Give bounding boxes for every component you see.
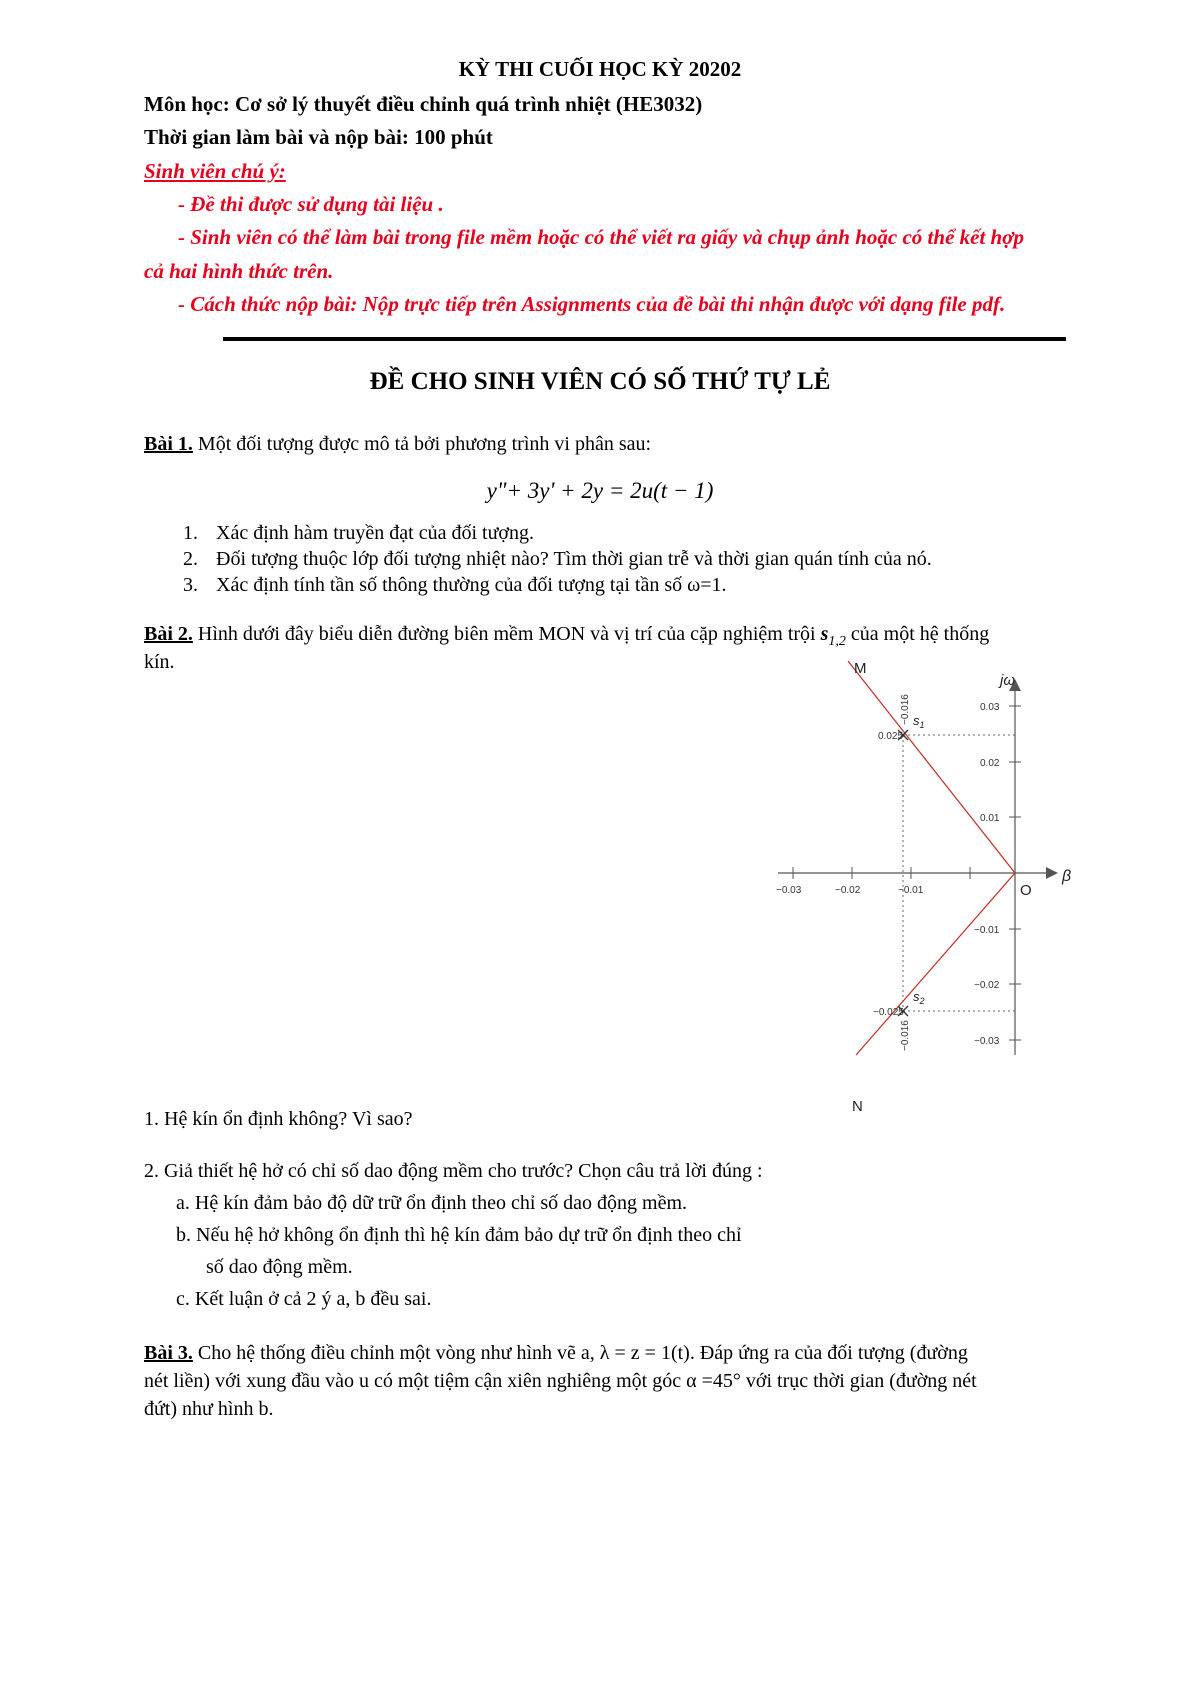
s2-re-label: −0.016: [900, 1020, 911, 1051]
axis-x-label: β: [1062, 868, 1072, 885]
y-tick-1: 0.03: [980, 702, 1000, 713]
time-line: Thời gian làm bài và nộp bài: 100 phút: [144, 125, 493, 149]
s1-label: $s_1$: [913, 713, 925, 730]
bai2-line1-b: của một hệ thống: [845, 623, 990, 645]
root-sub: 1,2: [828, 634, 846, 649]
boundary-ON: [856, 873, 1015, 1055]
axis-y-label: jω: [1000, 672, 1016, 689]
label-O: O: [1020, 882, 1032, 899]
y-tick-4: −0.01: [974, 925, 1000, 936]
bai2-q2: 2. Giả thiết hệ hở có chỉ số dao động mềm cho trước? Chọn câu trả lời đúng :: [144, 1160, 763, 1182]
label-N: N: [852, 1098, 863, 1115]
bai1-equation: y"+ 3y' + 2y = 2u(t − 1): [486, 478, 714, 503]
s2-label: $s_2$: [913, 989, 925, 1006]
bai3-line2: nét liền) với xung đầu vào u có một tiệm cận xiên nghiêng một góc α =45° với trục thời gian (đường nét: [144, 1370, 977, 1392]
exam-title: KỲ THI CUỐI HỌC KỲ 20202: [458, 57, 742, 81]
bai2-line2: kín.: [144, 651, 175, 673]
bai1-q3-num: 3.: [183, 574, 198, 596]
bai2-label: Bài 2.: [144, 623, 193, 645]
bai3-line1-text: Cho hệ thống điều chỉnh một vòng như hình vẽ a, λ = z = 1(t). Đáp ứng ra của đối tượng (đường: [192, 1342, 968, 1364]
y-tick-5: −0.02: [974, 980, 1000, 991]
s1-im-label: 0.025: [878, 731, 904, 742]
bai1-q1-text: Xác định hàm truyền đạt của đối tượng.: [216, 522, 534, 544]
notice-item-3: - Cách thức nộp bài: Nộp trực tiếp trên Assignments của đề bài thi nhận được với dạng file pdf.: [178, 292, 1006, 316]
s1-re-label: −0.016: [900, 694, 911, 725]
divider-rule: [223, 337, 1066, 341]
notice-item-1: - Đề thi được sử dụng tài liệu .: [178, 192, 444, 216]
bai2-option-a: a. Hệ kín đảm bảo độ dữ trữ ổn định theo chỉ số dao động mềm.: [176, 1192, 688, 1214]
bai2-line1-a: Hình dưới đây biểu diễn đường biên mềm MON và vị trí của cặp nghiệm trội: [192, 623, 821, 645]
bai1-q2-num: 2.: [183, 548, 198, 570]
bai2-q1: 1. Hệ kín ổn định không? Vì sao?: [144, 1108, 413, 1130]
bai2-option-c: c. Kết luận ở cả 2 ý a, b đều sai.: [176, 1288, 432, 1310]
x-tick-2: −0.02: [835, 885, 861, 896]
x-tick-3: −0.01: [898, 885, 924, 896]
y-tick-2: 0.02: [980, 758, 1000, 769]
bai1-q1-num: 1.: [183, 522, 198, 544]
bai3-line3: đứt) như hình b.: [144, 1398, 274, 1420]
s2-im-label: −0.025: [873, 1007, 904, 1018]
bai1-q2-text: Đối tượng thuộc lớp đối tượng nhiệt nào? Tìm thời gian trễ và thời gian quán tính của nó.: [216, 548, 932, 570]
notice-item-2-cont: cả hai hình thức trên.: [144, 259, 334, 283]
notice-heading: Sinh viên chú ý:: [144, 159, 286, 183]
section-title: ĐỀ CHO SINH VIÊN CÓ SỐ THỨ TỰ LẺ: [369, 368, 831, 395]
pole-zero-figure: [768, 655, 1078, 1117]
bai3-line1: [144, 1342, 968, 1365]
bai2-option-b-cont: số dao động mềm.: [206, 1256, 353, 1278]
bai2-line1: [144, 623, 989, 650]
root-symbol: s: [820, 623, 829, 645]
y-tick-6: −0.03: [974, 1036, 1000, 1047]
bai1-q3-text: Xác định tính tần số thông thường của đối tượng tại tần số ω=1.: [216, 574, 727, 596]
bai1-intro: [144, 433, 651, 456]
bai1-intro-text: Một đối tượng được mô tả bởi phương trình vi phân sau:: [192, 433, 652, 455]
x-tick-1: −0.03: [776, 885, 802, 896]
subject-line: Môn học: Cơ sở lý thuyết điều chỉnh quá trình nhiệt (HE3032): [144, 92, 703, 116]
notice-item-2: - Sinh viên có thể làm bài trong file mềm hoặc có thể viết ra giấy và chụp ảnh hoặc có thể kết hợp: [178, 225, 1024, 249]
y-tick-3: 0.01: [980, 813, 1000, 824]
bai1-label: Bài 1.: [144, 433, 193, 455]
bai3-label: Bài 3.: [144, 1342, 193, 1364]
real-axis-arrow: [1046, 867, 1058, 879]
label-M: M: [854, 660, 867, 677]
bai2-option-b: b. Nếu hệ hở không ổn định thì hệ kín đảm bảo dự trữ ổn định theo chỉ: [176, 1224, 742, 1246]
